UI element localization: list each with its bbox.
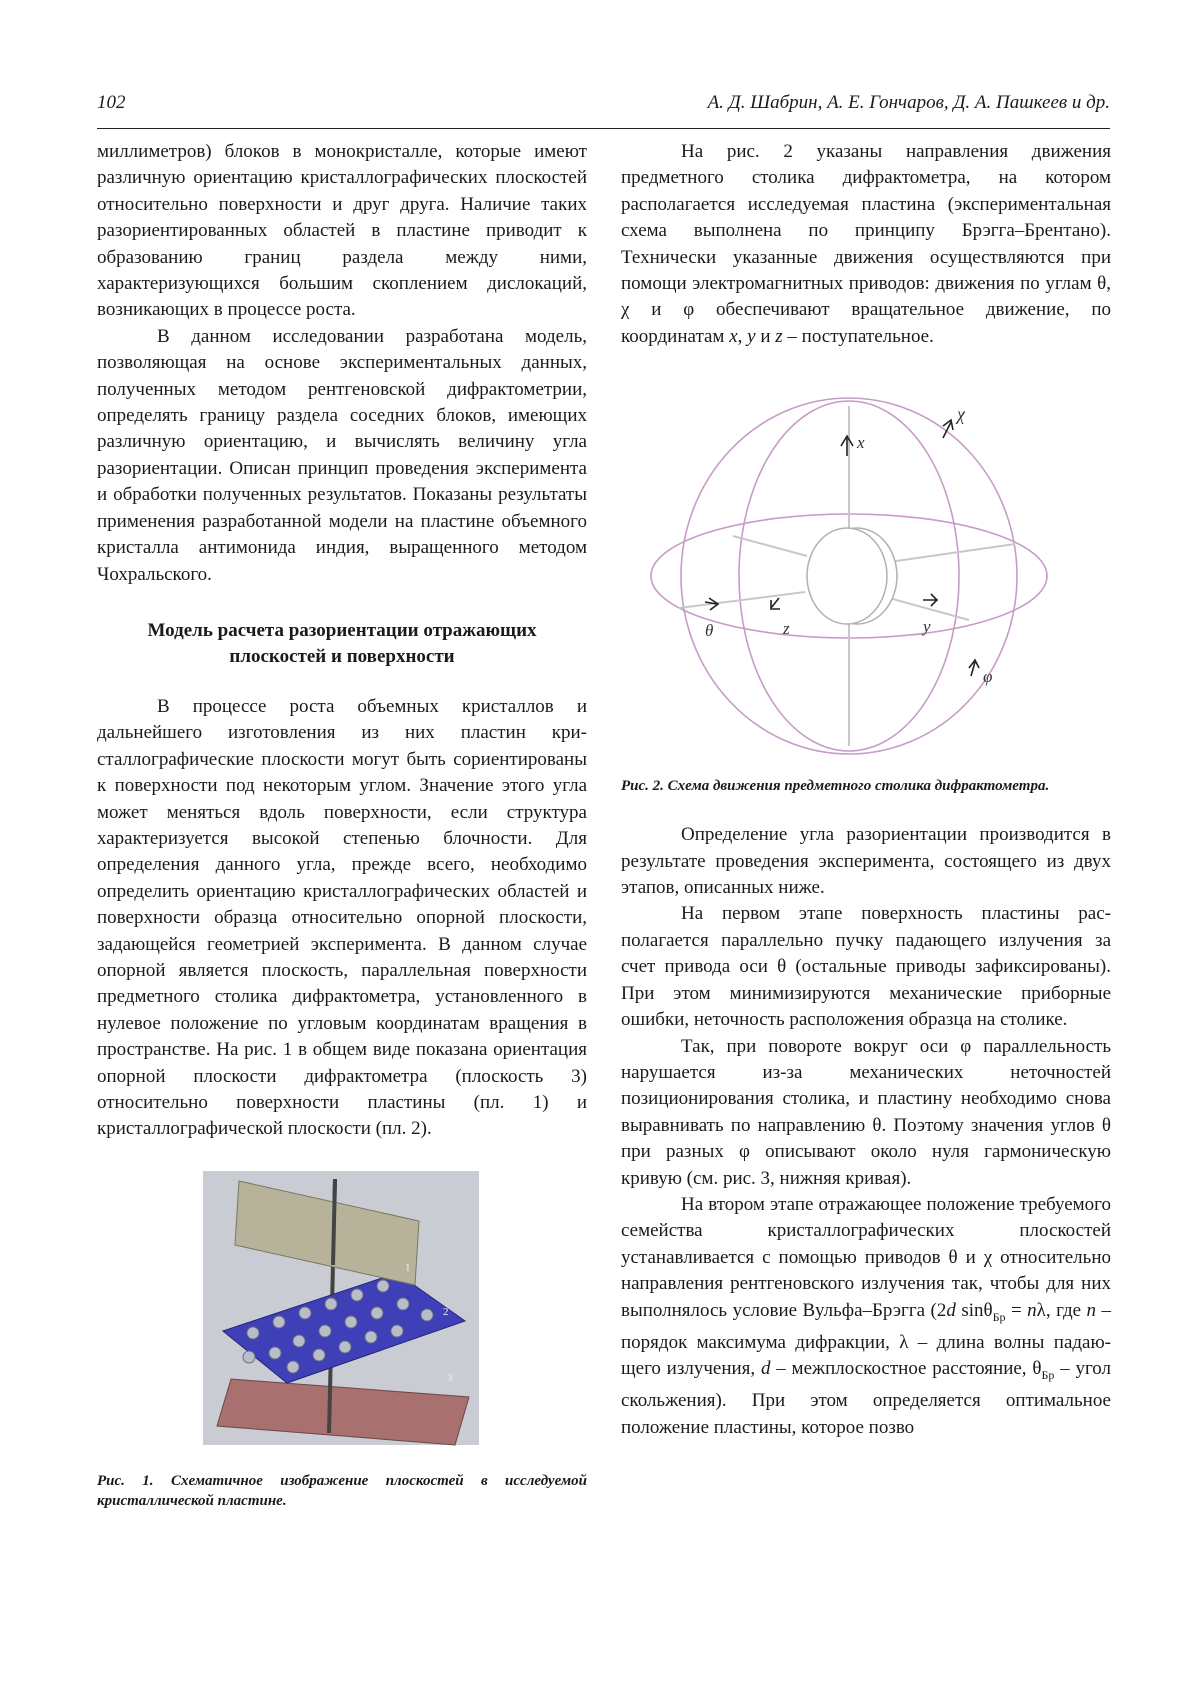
sample-stage-disc	[807, 528, 897, 624]
plane-1-label: 1	[405, 1261, 411, 1274]
paragraph: На рис. 2 указаны направления движения предметного столика дифрактометра, на котором располагается исследуемая пластина (экспериментальная схема выполнена по принципу Брэгга–Брентано). Технически указанные движения осуществляются при помощи электромагнитных приводов: движения по углам θ, χ и φ обеспечивают вращательное движение, по координатам x, y и z – поступательное.	[621, 141, 1111, 347]
paragraph: миллиметров) блоков в монокристалле, которые имеют различную ориентацию кристаллографических плоскостей относительно поверхности и друг друга. Наличие таких разориентированных областей в пластине приводит к образованию границ раздела между ними, характеризующихся большим скоплением дислокаций, возникающих в процессе роста.	[97, 141, 587, 321]
figure-2-caption: Рис. 2. Схема движения предметного столика дифрактометра.	[621, 778, 1050, 795]
section-title	[97, 618, 587, 670]
page-header	[97, 92, 1110, 129]
label-z: z	[783, 619, 790, 639]
figure-1-planes	[97, 1171, 587, 1449]
paragraph: В процессе роста объемных кристаллов и дальнейшего изготовления из них пластин кристаллографические плоскости могут быть сориентированы к поверхности под некоторым углом. Значение этого угла может меняться вдоль поверхности, если структура характеризуется высокой степенью блочности. Для определения данного угла, прежде всего, необходимо определить ориентацию кристаллографических областей и поверхности образца относительно опорной плоскости, задающейся геометрией эксперимента. В данном случае опорной является плоскость, параллельная поверхности предметного столика дифрактометра, установленного в нулевое положение по угловым координатам вращения в пространстве. На рис. 1 в общем виде показана ориентация опорной плоскости дифрактометра (плоскость 3) относительно поверхности пластины (пл. 1) и кристаллографической плоскости (пл. 2).	[97, 695, 587, 1140]
page-number: 102	[97, 92, 126, 113]
paragraph: Определение угла разориентации производится в результате проведения эксперимента, состоящего из двух этапов, описанных ниже.	[621, 824, 1111, 899]
figure-1-caption: Рис. 1. Схематичное изображение плоскостей в исследуемой кристаллической пластине.	[97, 1472, 587, 1509]
left-column	[97, 139, 587, 1511]
paragraph: В данном исследовании разработана модель, позволяющая на основе экспериментальных данных, полученных методом рентгеновской дифрактометрии, определять границу раздела соседних блоков, имеющих различную ориентацию, и вычислять величину угла разориентации. Описан принцип проведения эксперимента и обработки полученных результатов. Показаны результаты применения разработанной модели на пластине объемного кристалла антимонида индия, выращенного методом Чохральского.	[97, 325, 587, 585]
paragraph: Так, при повороте вокруг оси φ параллельность нарушается из-за механических неточностей позиционирования столика, и пластину необходимо снова выравнивать по направлению θ. Поэтому значения углов θ при разных φ описывают около нуля гармоническую кривую (см. рис. 3, нижняя кривая).	[621, 1035, 1111, 1189]
section-title-line2: плоскостей и поверхности	[229, 645, 455, 667]
running-head-authors: А. Д. Шабрин, А. Е. Гончаров, Д. А. Пашкеев и др.	[707, 92, 1110, 113]
label-x: x	[857, 433, 865, 453]
label-phi: φ	[983, 667, 993, 687]
label-theta: θ	[705, 621, 714, 641]
paragraph: На первом этапе поверхность пластины располагается параллельно пучку падающего излучения за счет привода оси θ (остальные приводы зафиксированы). При этом минимизируются механические приборные ошибки, неточность расположения образца на столике.	[621, 903, 1111, 1031]
section-title-line1: Модель расчета разориентации отражающих	[147, 619, 537, 641]
right-column	[621, 139, 1111, 1441]
reference-axis-top	[333, 1179, 335, 1265]
label-chi: χ	[957, 404, 965, 425]
plane-3-label: 3	[447, 1371, 453, 1384]
plane-2-label: 2	[443, 1305, 449, 1318]
label-y: y	[923, 617, 931, 637]
paragraph: На втором этапе отражающее положение требуемого семейства кристаллографических плоскостей устанавливается с помощью приводов θ и χ относительно направления рентгеновского излучения так, чтобы для них выполнялось условие Вульфа–Брэгга (2d sinθ$_{Бр}$ = nλ, где n – порядок максимума дифракции, λ – длина волны падающего излучения, d – межплоскостное расстояние, $\theta_{Бр}$ – угол скольжения). При этом определяется оптимальное положение пластины, которое позво	[621, 1193, 1112, 1438]
figure-2-stage-motion	[621, 386, 1111, 758]
